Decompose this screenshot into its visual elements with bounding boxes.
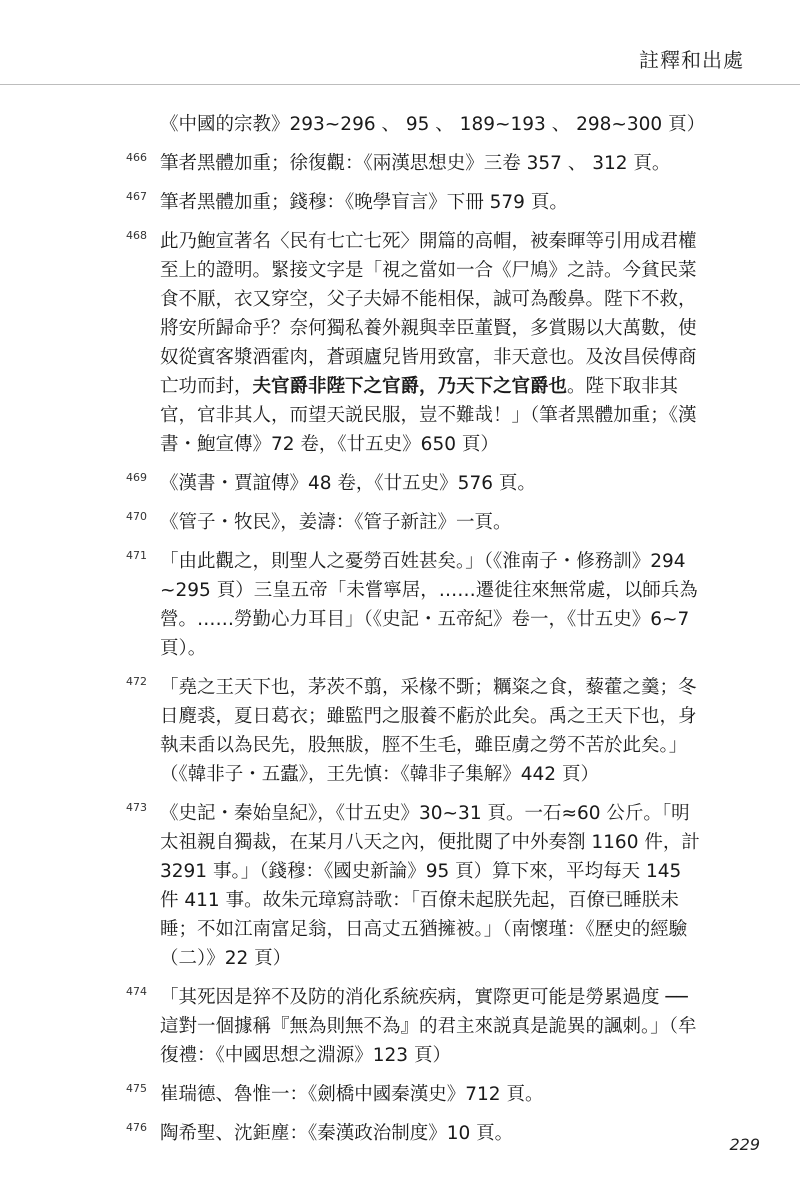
note-474 bbox=[0, 983, 800, 1070]
note-bold-emphasis: 夫官爵非陛下之官爵，乃天下之官爵也 bbox=[252, 376, 568, 397]
note-text: 陶希聖、沈鉅塵：《秦漢政治制度》10 頁。 bbox=[160, 1123, 514, 1144]
note-text bbox=[160, 227, 700, 459]
note-text: 筆者黑體加重；徐復觀：《兩漢思想史》三卷 357 、 312 頁。 bbox=[160, 153, 671, 174]
note-472 bbox=[0, 673, 800, 789]
note-text: 崔瑞德、魯惟一：《劍橋中國秦漢史》712 頁。 bbox=[160, 1084, 544, 1105]
note-467 bbox=[0, 188, 800, 217]
note-469 bbox=[0, 469, 800, 498]
page-number: 229 bbox=[729, 1135, 760, 1154]
note-text: 《漢書・賈誼傳》48 卷，《廿五史》576 頁。 bbox=[160, 473, 536, 494]
note-text-part: 此乃鮑宣著名〈民有七亡七死〉開篇的高帽，被秦暉等引用成君權至上的證明。緊接文字是「視之當如一合《尸鳩》之詩。今貧民菜食不厭，衣又穿空，父子夫婦不能相保，誠可為酸鼻。陛下不救，將安所歸命乎？奈何獨私養外親與幸臣董賢，多賞賜以大萬數，使奴從賓客漿酒霍肉，蒼頭廬兒皆用致富，非天意也。及汝昌侯傅商亡功而封， bbox=[160, 231, 697, 397]
note-number: 470 bbox=[126, 510, 147, 523]
note-number: 466 bbox=[126, 151, 147, 164]
note-473 bbox=[0, 799, 800, 973]
note-text: 《管子・牧民》，姜濤：《管子新註》一頁。 bbox=[160, 512, 512, 533]
note-number: 474 bbox=[126, 985, 147, 998]
note-number: 476 bbox=[126, 1121, 147, 1134]
note-number: 469 bbox=[126, 471, 147, 484]
note-text: 「堯之王天下也，茅茨不翦，采椽不斲；糲粢之食，藜藿之羹；冬日麑裘，夏日葛衣；雖監門之服養不虧於此矣。禹之王天下也，身執耒臿以為民先，股無胈，脛不生毛，雖臣虜之勞不苦於此矣。」（《韓非子・五蠹》，王先慎：《韓非子集解》442 頁） bbox=[160, 677, 697, 785]
note-number: 468 bbox=[126, 229, 147, 242]
note-470 bbox=[0, 508, 800, 537]
note-continuation bbox=[0, 110, 800, 139]
running-head: 註釋和出處 bbox=[639, 48, 744, 72]
note-text-part: 。陛下取非其官，官非其人，而望天説民服，豈不難哉！」（筆者黑體加重；《漢書・鮑宣傳》72 卷，《廿五史》650 頁） bbox=[160, 376, 697, 455]
note-466 bbox=[0, 149, 800, 178]
note-number: 473 bbox=[126, 801, 147, 814]
note-476 bbox=[0, 1119, 800, 1148]
note-number: 472 bbox=[126, 675, 147, 688]
notes-list bbox=[0, 110, 800, 1158]
note-text: 筆者黑體加重；錢穆：《晚學盲言》下冊 579 頁。 bbox=[160, 192, 568, 213]
note-468 bbox=[0, 227, 800, 459]
note-number: 471 bbox=[126, 549, 147, 562]
note-471 bbox=[0, 547, 800, 663]
note-text: 《史記・秦始皇紀》，《廿五史》30~31 頁。一石≈60 公斤。「明太祖親自獨裁，在某月八天之內，便批閱了中外奏劄 1160 件，計 3291 事。」（錢穆：《國史新論》95 頁）算下來，平均每天 145 件 411 事。故朱元璋寫詩歌：「百僚未起朕先起，百僚已睡朕未睡；不如江南富足翁，日高丈五猶擁被。」（南懷瑾：《歷史的經驗（二）》22 頁） bbox=[160, 803, 700, 969]
note-text: 「其死因是猝不及防的消化系統疾病，實際更可能是勞累過度 ── 這對一個據稱『無為則無不為』的君主來説真是詭異的諷刺。」（牟復禮：《中國思想之淵源》123 頁） bbox=[160, 987, 697, 1066]
note-text: 《中國的宗教》293~296 、 95 、 189~193 、 298~300 頁） bbox=[160, 114, 706, 135]
note-text: 「由此觀之，則聖人之憂勞百姓甚矣。」（《淮南子・修務訓》294~295 頁）三皇五帝「未嘗寧居，……遷徙往來無常處，以師兵為營。……勞勤心力耳目」（《史記・五帝紀》卷一，《廿五史》6~7 頁）。 bbox=[160, 551, 698, 659]
header-rule bbox=[0, 84, 800, 85]
note-number: 467 bbox=[126, 190, 147, 203]
note-475 bbox=[0, 1080, 800, 1109]
note-number: 475 bbox=[126, 1082, 147, 1095]
